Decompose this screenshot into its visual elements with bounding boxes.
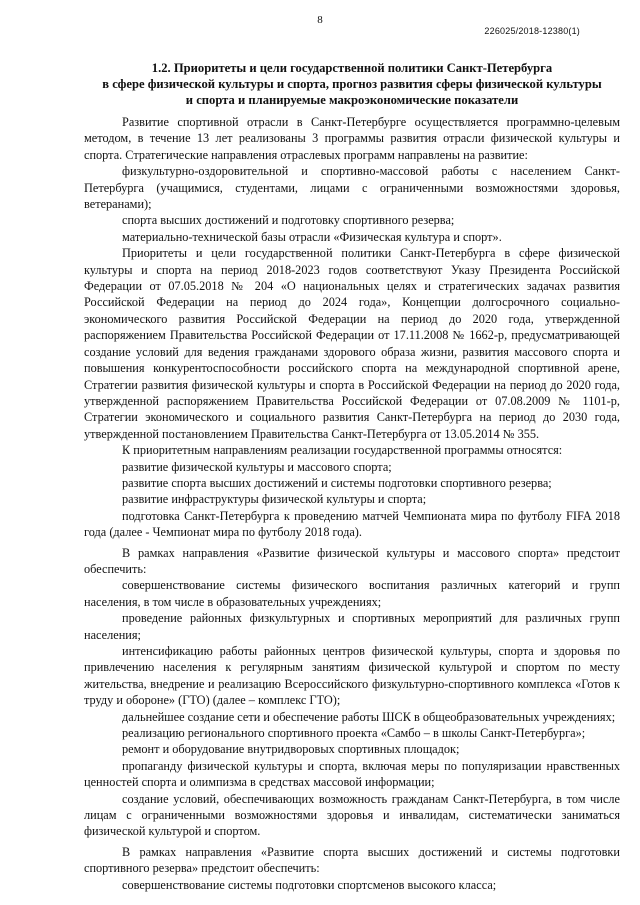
paragraph: реализацию регионального спортивного проекта «Самбо – в школы Санкт-Петербурга»; — [122, 726, 586, 741]
document-reference-number: 226025/2018-12380(1) — [484, 26, 580, 36]
section-heading-line: 1.2. Приоритеты и цели государственной политики Санкт-Петербурга — [151, 61, 553, 75]
paragraph: спорта высших достижений и подготовку спортивного резерва; — [122, 213, 455, 228]
paragraph: развитие инфраструктуры физической культуры и спорта; — [122, 492, 427, 507]
paragraph: материально-технической базы отрасли «Физическая культура и спорт». — [122, 229, 502, 244]
paragraph: интенсификацию работы районных центров физической культуры, спорта и здоровья по привлечению населения к регулярным занятиям физической культурой и спортом по месту жительства, внедрение и реализацию Всероссийского физкультурно-спортивного комплекса «Готов к труду и обороне» (ГТО) (далее – комплекс ГТО); — [84, 644, 620, 708]
paragraph: подготовка Санкт-Петербурга к проведению матчей Чемпионата мира по футболу FIFA 2018 года (далее - Чемпионат мира по футболу 2018 года). — [84, 508, 620, 540]
paragraph: В рамках направления «Развитие спорта высших достижений и системы подготовки спортивного резерва» предстоит обеспечить: — [84, 844, 620, 876]
paragraph: К приоритетным направлениям реализации государственной программы относятся: — [122, 443, 563, 458]
paragraph: Развитие спортивной отрасли в Санкт-Петербурге осуществляется программно-целевым методом, в течение 13 лет реализованы 3 программы развития отрасли физической культуры и спорта. Стратегические направления отраслевых программ направлены на развитие: — [84, 115, 620, 162]
paragraph: дальнейшее создание сети и обеспечение работы ШСК в общеобразовательных учреждениях; — [122, 709, 616, 724]
section-heading-line: в сфере физической культуры и спорта, прогноз развития сферы физической культуры — [102, 77, 602, 91]
paragraph: Приоритеты и цели государственной политики Санкт-Петербурга в сфере физической культуры и спорта на период 2018-2023 годов соответствуют Указу Президента Российской Федерации от 07.05.2018 № 204 «О национальных целях и стратегических задачах развития Российской Федерации на период до 2024 года», Концепции долгосрочного социально-экономического развития Российской Федерации на период до 2020 года, утвержденной распоряжением Правительства Российской Федерации от 17.11.2008 № 1662-р, предусматривающей создание условий для ведения гражданами здорового образа жизни, развития массового спорта и повышения конкурентоспособности российского спорта на международной спортивной арене, Стратегии развития физической культуры и спорта в Российской Федерации на период до 2020 года, утвержденной распоряжением Правительства Российской Федерации от 07.08.2009 № 1101-р, Стратегии экономического и социального развития Санкт-Петербурга на период до 2030 года, утвержденной постановлением Правительства Санкт-Петербурга от 13.05.2014 № 355. — [84, 246, 620, 441]
paragraph: развитие физической культуры и массового спорта; — [122, 459, 392, 474]
paragraph: пропаганду физической культуры и спорта, включая меры по популяризации нравственных ценностей спорта и олимпизма в средствах массовой информации; — [84, 758, 620, 790]
section-heading-line: и спорта и планируемые макроэкономические показатели — [185, 93, 519, 107]
paragraph: проведение районных физкультурных и спортивных мероприятий для различных групп населения; — [84, 611, 620, 642]
paragraph: создание условий, обеспечивающих возможность гражданам Санкт-Петербурга, в том числе лицам с ограниченными возможностями здоровья и инвалидам, систематически заниматься физической культурой и спортом. — [84, 791, 620, 839]
paragraph: ремонт и оборудование внутридворовых спортивных площадок; — [122, 742, 460, 757]
paragraph: развитие спорта высших достижений и системы подготовки спортивного резерва; — [122, 475, 552, 490]
paragraph: совершенствование системы физического воспитания различных категорий и групп населения, в том числе в образовательных учреждениях; — [84, 578, 620, 609]
page-body — [84, 60, 620, 893]
paragraph: В рамках направления «Развитие физической культуры и массового спорта» предстоит обеспечить: — [84, 545, 620, 576]
section-heading — [84, 60, 620, 108]
page-number: 8 — [317, 14, 323, 26]
paragraph: физкультурно-оздоровительной и спортивно-массовой работы с населением Санкт-Петербурга (учащимися, студентами, лицами с ограниченными возможностями здоровья, ветеранами); — [84, 164, 620, 212]
paragraph: совершенствование системы подготовки спортсменов высокого класса; — [122, 877, 497, 892]
